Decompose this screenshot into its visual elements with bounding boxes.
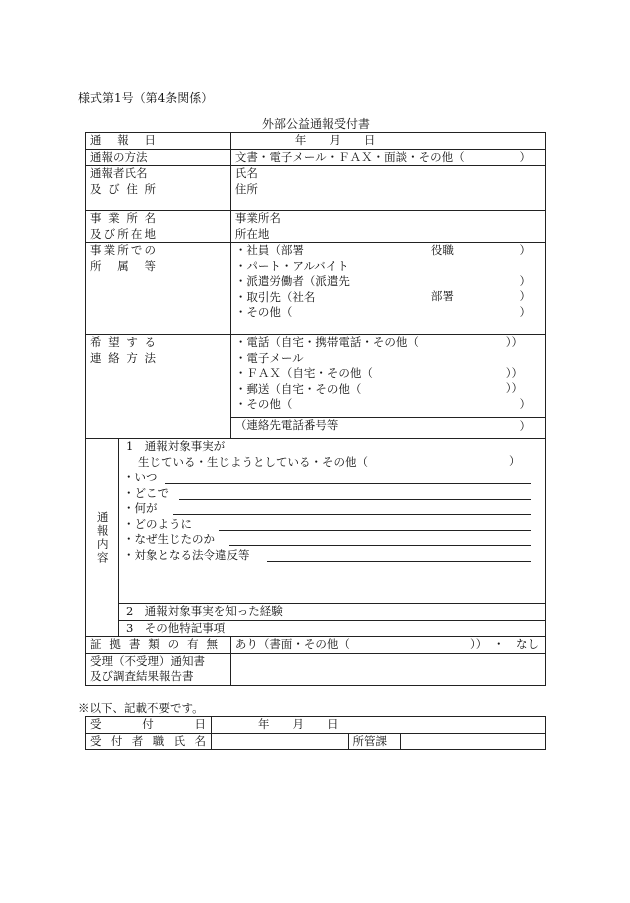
main-form-table: [85, 132, 546, 686]
office-field[interactable]: 事業所名 所在地: [230, 211, 545, 243]
what-line: [173, 514, 531, 515]
received-staff-label: 受付者職氏名: [86, 733, 212, 750]
content-fact-field[interactable]: 1 通報対象事実が 生じている・生じようとしている・その他（ ） ・いつ ・どこで ・何が ・どのように ・なぜ生じたのか ・対象となる法令違反等: [118, 439, 545, 604]
why-line: [229, 545, 531, 546]
row-notice: [86, 653, 546, 685]
received-date-field[interactable]: 年 月 日: [211, 717, 545, 734]
row-content-2: [86, 604, 546, 621]
how-line: [219, 530, 531, 531]
report-method-field[interactable]: 文書・電子メール・ＦＡＸ・面談・その他（ ）: [230, 149, 545, 166]
report-date-field[interactable]: 年 月 日: [230, 133, 545, 150]
notice-field[interactable]: [230, 653, 545, 685]
row-contact: [86, 335, 546, 418]
jurisdiction-field[interactable]: [401, 733, 546, 750]
document-title: 外部公益通報受付書: [262, 117, 371, 131]
evidence-field[interactable]: あり（書面・その他（ ）） ・ なし: [230, 637, 545, 654]
row-report-date: [86, 133, 546, 150]
jurisdiction-label: 所管課: [348, 733, 401, 750]
reception-table: [85, 716, 546, 750]
content-learned-field[interactable]: 2 通報対象事実を知った経験: [118, 604, 545, 621]
row-reporter: [86, 166, 546, 211]
when-line: [165, 483, 531, 484]
reporter-field[interactable]: 氏名 住所: [230, 166, 545, 211]
contact-field[interactable]: ・電話（自宅・携帯電話・その他（ ・電子メール ・ＦＡＸ（自宅・その他（ ・郵送（自宅・その他（ ・その他（ ）） ）） ）） ）: [230, 335, 545, 418]
law-line: [267, 561, 531, 562]
content-label: 通報内容: [86, 439, 119, 637]
row-report-method: [86, 149, 546, 166]
row-evidence: [86, 637, 546, 654]
affiliation-field[interactable]: ・社員（部署 ・パート・アルバイト ・派遣労働者（派遣先 ・取引先（社名 ・その他（ 役職 部署 ） ） ） ）: [230, 243, 545, 335]
row-affiliation: [86, 243, 546, 335]
no-entry-note: ※以下、記載不要です。: [78, 701, 204, 715]
received-staff-field[interactable]: [211, 733, 348, 750]
report-method-label: 通報の方法: [86, 149, 231, 166]
affiliation-label: 事業所での 所属等: [86, 243, 231, 335]
evidence-label: 証拠書類の有無: [86, 637, 231, 654]
row-content-3: [86, 620, 546, 637]
where-line: [179, 499, 531, 500]
content-special-field[interactable]: 3 その他特記事項: [118, 620, 545, 637]
row-office: [86, 211, 546, 243]
row-received-date: [86, 717, 546, 734]
office-label: 事業所名 及び所在地: [86, 211, 231, 243]
report-date-label: 通 報 日: [86, 133, 231, 150]
row-received-staff: [86, 733, 546, 750]
contact-phone-no-field[interactable]: （連絡先電話番号等 ）: [230, 418, 545, 439]
contact-label: 希望する 連絡方法: [86, 335, 231, 439]
notice-label: 受理（不受理）通知書 及び調査結果報告書: [86, 653, 231, 685]
received-date-label: 受 付 日: [86, 717, 212, 734]
reporter-label: 通報者氏名 及び住所: [86, 166, 231, 211]
row-content-1: [86, 439, 546, 604]
form-number: 様式第1号（第4条関係）: [78, 91, 214, 105]
